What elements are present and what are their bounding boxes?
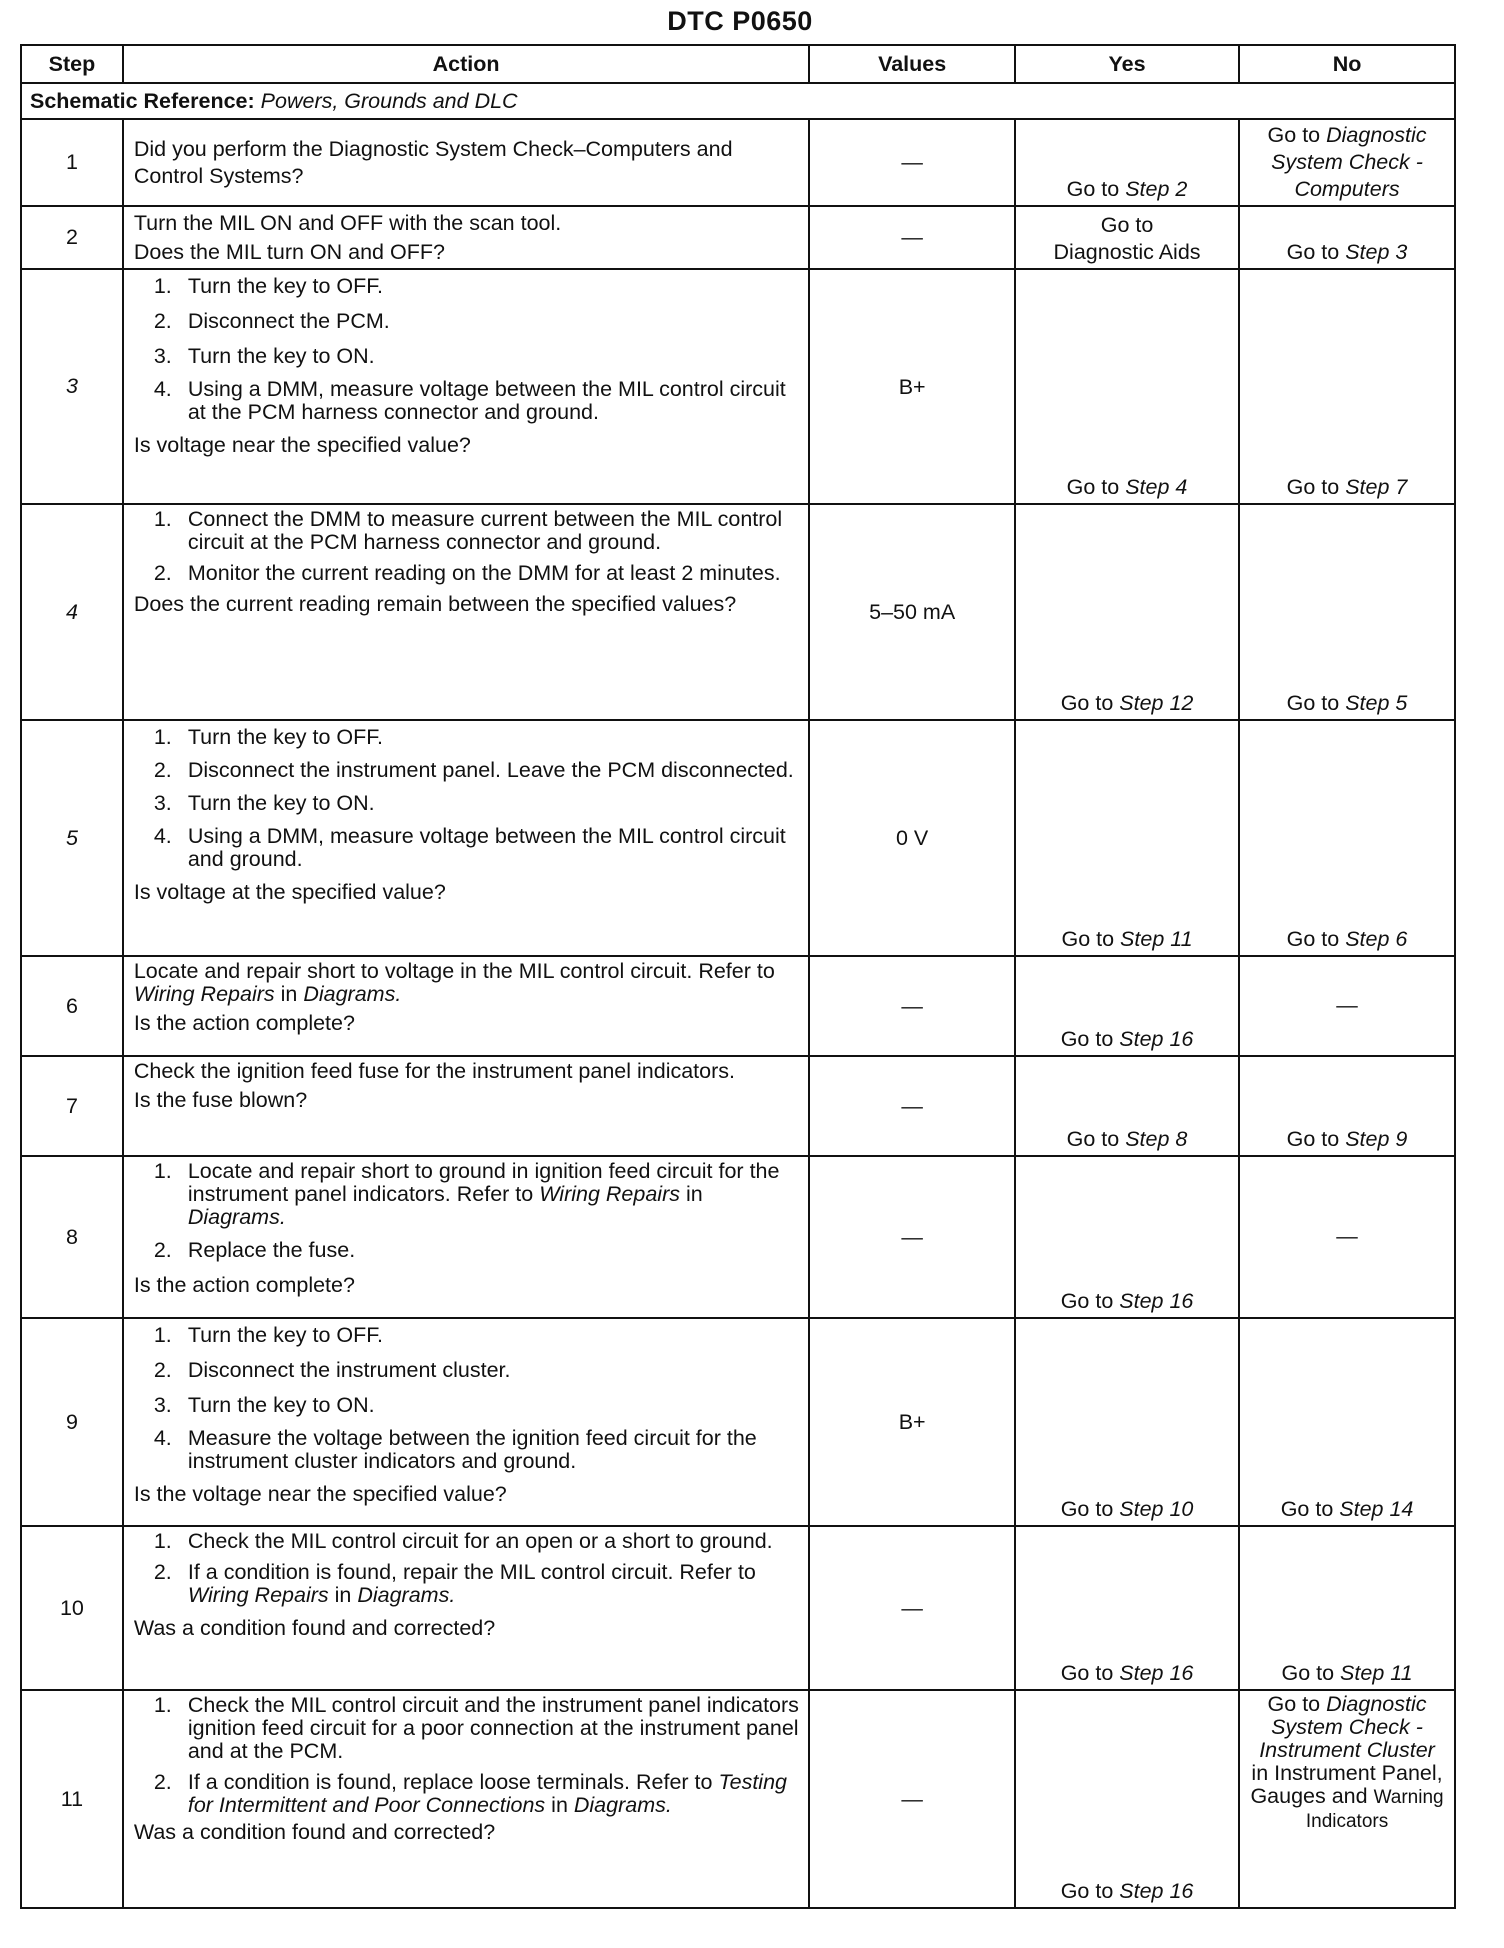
question: Is the fuse blown?	[133, 1088, 308, 1112]
diagnostic-aids-link[interactable]: Diagnostic Aids	[1053, 240, 1201, 264]
sub-step: 1. Turn the key to OFF.	[153, 274, 384, 298]
values-cell: —	[809, 1056, 1015, 1156]
yes-cell: Go to Step 8	[1015, 1056, 1239, 1156]
values-cell: —	[809, 1156, 1015, 1318]
question: Is the voltage near the specified value?	[133, 1482, 507, 1506]
step-number: 2	[21, 206, 123, 269]
no-cell: Go to Step 11	[1239, 1526, 1455, 1690]
step-number: 1	[21, 119, 123, 206]
sub-step: 2. Replace the fuse.	[153, 1238, 356, 1262]
table-row	[21, 1526, 1455, 1690]
sub-step: 2. Disconnect the instrument panel. Leave the PCM disconnected.	[153, 758, 794, 782]
sub-step: 3. Turn the key to ON.	[153, 1393, 375, 1417]
action-cell	[123, 1690, 809, 1908]
question: Is the action complete?	[133, 1273, 355, 1297]
step-link[interactable]: Step 9	[1345, 1127, 1408, 1151]
step-link[interactable]: Step 3	[1345, 240, 1408, 264]
step-number: 9	[21, 1318, 123, 1526]
sub-step: 2. If a condition is found, repair the MIL control circuit. Refer to Wiring Repairs in Diagrams.	[153, 1560, 756, 1607]
table-row	[21, 956, 1455, 1056]
schematic-label: Schematic Reference:	[30, 88, 255, 113]
sub-step: 1. Locate and repair short to ground in ignition feed circuit for the instrument panel indicators. Refer to Wiring Repairs in Diagrams.	[153, 1159, 780, 1229]
step-link[interactable]: Step 16	[1119, 1879, 1194, 1903]
sub-step: 4. Measure the voltage between the ignition feed circuit for the instrument cluster indicators and ground.	[153, 1426, 757, 1473]
sub-step: 2. Disconnect the instrument cluster.	[153, 1358, 511, 1382]
step-link[interactable]: Step 11	[1340, 1661, 1413, 1685]
table-row	[21, 1156, 1455, 1318]
no-cell: —	[1239, 1156, 1455, 1318]
header-no: No	[1239, 45, 1455, 83]
step-link[interactable]: Step 8	[1125, 1127, 1188, 1151]
step-link[interactable]: Step 2	[1125, 177, 1188, 201]
values-cell: B+	[809, 269, 1015, 504]
action-cell	[123, 504, 809, 720]
step-number: 5	[21, 720, 123, 956]
values-cell: B+	[809, 1318, 1015, 1526]
table-row	[21, 206, 1455, 269]
no-cell: Go to Diagnostic System Check - Instrument Cluster in Instrument Panel, Gauges and Warning Indicators	[1239, 1690, 1455, 1908]
header-step: Step	[21, 45, 123, 83]
values-cell: 0 V	[809, 720, 1015, 956]
sub-step: 2. Monitor the current reading on the DMM for at least 2 minutes.	[153, 561, 781, 585]
sub-step: 3. Turn the key to ON.	[153, 344, 375, 368]
action-cell: Did you perform the Diagnostic System Check–Computers and Control Systems?	[123, 119, 809, 206]
step-number: 4	[21, 504, 123, 720]
no-cell: Go to Step 6	[1239, 720, 1455, 956]
schematic-reference-row	[21, 83, 1455, 119]
step-link[interactable]: Step 4	[1125, 475, 1188, 499]
table-row	[21, 1056, 1455, 1156]
diagrams-link[interactable]: Diagrams.	[573, 1793, 672, 1817]
step-link[interactable]: Step 16	[1119, 1661, 1194, 1685]
question: Is voltage at the specified value?	[133, 880, 446, 904]
header-row	[21, 45, 1455, 83]
values-cell: —	[809, 956, 1015, 1056]
no-cell: Go to Step 5	[1239, 504, 1455, 720]
sub-step: 1. Check the MIL control circuit for an open or a short to ground.	[153, 1529, 773, 1553]
step-number: 6	[21, 956, 123, 1056]
step-link[interactable]: Step 6	[1345, 927, 1408, 951]
step-link[interactable]: Step 10	[1119, 1497, 1194, 1521]
action-cell: Check the ignition feed fuse for the instrument panel indicators. Is the fuse blown?	[123, 1056, 809, 1156]
yes-cell: Go to Step 4	[1015, 269, 1239, 504]
schematic-value: Powers, Grounds and DLC	[260, 88, 518, 113]
action-cell	[123, 1318, 809, 1526]
step-link[interactable]: Step 14	[1339, 1497, 1414, 1521]
question: Does the current reading remain between the specified values?	[133, 592, 737, 616]
step-link[interactable]: Step 16	[1119, 1027, 1194, 1051]
step-number: 11	[21, 1690, 123, 1908]
diagrams-link[interactable]: Diagrams.	[187, 1205, 286, 1229]
testing-intermittent-link[interactable]: Testing for Intermittent and Poor Connections	[187, 1770, 787, 1817]
values-cell: —	[809, 119, 1015, 206]
no-cell: Go to Step 9	[1239, 1056, 1455, 1156]
yes-cell: Go to Step 10	[1015, 1318, 1239, 1526]
values-cell: —	[809, 206, 1015, 269]
question: Is the action complete?	[133, 1011, 355, 1035]
yes-cell: Go to Step 16	[1015, 1156, 1239, 1318]
yes-cell: Go to Diagnostic Aids	[1015, 206, 1239, 269]
table-row	[21, 1318, 1455, 1526]
action-cell: Turn the MIL ON and OFF with the scan tool. Does the MIL turn ON and OFF?	[123, 206, 809, 269]
no-cell: —	[1239, 956, 1455, 1056]
action-cell	[123, 1156, 809, 1318]
question: Was a condition found and corrected?	[133, 1820, 496, 1844]
header-yes: Yes	[1015, 45, 1239, 83]
diagrams-link[interactable]: Diagrams.	[357, 1583, 456, 1607]
wiring-repairs-link[interactable]: Wiring Repairs	[187, 1583, 329, 1607]
sub-step: 1. Check the MIL control circuit and the instrument panel indicators ignition feed circuit for a poor connection at the instrument panel and at the PCM.	[153, 1693, 799, 1763]
action-cell	[123, 1526, 809, 1690]
table-row	[21, 119, 1455, 206]
table-row	[21, 269, 1455, 504]
step-link[interactable]: Step 16	[1119, 1289, 1194, 1313]
step-number: 3	[21, 269, 123, 504]
action-cell: Locate and repair short to voltage in the MIL control circuit. Refer to Wiring Repairs in Diagrams. Is the action complete?	[123, 956, 809, 1056]
action-cell	[123, 269, 809, 504]
values-cell: —	[809, 1690, 1015, 1908]
step-link[interactable]: Step 7	[1345, 475, 1408, 499]
question: Is voltage near the specified value?	[133, 433, 471, 457]
step-number: 10	[21, 1526, 123, 1690]
yes-cell: Go to Step 16	[1015, 1526, 1239, 1690]
yes-cell: Go to Step 12	[1015, 504, 1239, 720]
step-number: 7	[21, 1056, 123, 1156]
step-link[interactable]: Step 11	[1120, 927, 1193, 951]
yes-cell: Go to Step 2	[1015, 119, 1239, 206]
values-cell: 5–50 mA	[809, 504, 1015, 720]
table-row	[21, 504, 1455, 720]
yes-cell: Go to Step 16	[1015, 956, 1239, 1056]
sub-step: 4. Using a DMM, measure voltage between the MIL control circuit and ground.	[153, 824, 786, 871]
values-cell: —	[809, 1526, 1015, 1690]
page-title: DTC P0650	[667, 6, 813, 36]
header-values: Values	[809, 45, 1015, 83]
sub-step: 1. Connect the DMM to measure current between the MIL control circuit at the PCM harness connector and ground.	[153, 507, 783, 554]
table-row	[21, 720, 1455, 956]
sub-step: 1. Turn the key to OFF.	[153, 1323, 384, 1347]
sub-step: 2. If a condition is found, replace loose terminals. Refer to Testing for Intermittent and Poor Connections in Diagrams.	[153, 1770, 787, 1817]
diagrams-link[interactable]: Diagrams.	[303, 982, 402, 1006]
sub-step: 4. Using a DMM, measure voltage between the MIL control circuit at the PCM harness connector and ground.	[153, 377, 786, 424]
step-number: 8	[21, 1156, 123, 1318]
no-cell: Go to Step 3	[1239, 206, 1455, 269]
wiring-repairs-link[interactable]: Wiring Repairs	[539, 1182, 680, 1206]
step-link[interactable]: Step 12	[1119, 691, 1194, 715]
yes-cell: Go to Step 16	[1015, 1690, 1239, 1908]
question: Was a condition found and corrected?	[133, 1616, 496, 1640]
no-cell: Go to Step 14	[1239, 1318, 1455, 1526]
table-row	[21, 1690, 1455, 1908]
yes-cell: Go to Step 11	[1015, 720, 1239, 956]
no-cell: Go to Diagnostic System Check - Computers	[1239, 119, 1455, 206]
diagnostic-table	[20, 44, 1456, 1909]
sub-step: 3. Turn the key to ON.	[153, 791, 375, 815]
no-cell: Go to Step 7	[1239, 269, 1455, 504]
wiring-repairs-link[interactable]: Wiring Repairs	[133, 982, 275, 1006]
instrument-cluster-check-link[interactable]: Diagnostic System Check - Instrument Cluster	[1259, 1692, 1435, 1762]
step-link[interactable]: Step 5	[1345, 691, 1408, 715]
sub-step: 1. Turn the key to OFF.	[153, 725, 384, 749]
action-cell	[123, 720, 809, 956]
sub-step: 2. Disconnect the PCM.	[153, 309, 390, 333]
header-action: Action	[123, 45, 809, 83]
diagnostic-system-check-link[interactable]: Diagnostic System Check -	[1271, 123, 1427, 174]
